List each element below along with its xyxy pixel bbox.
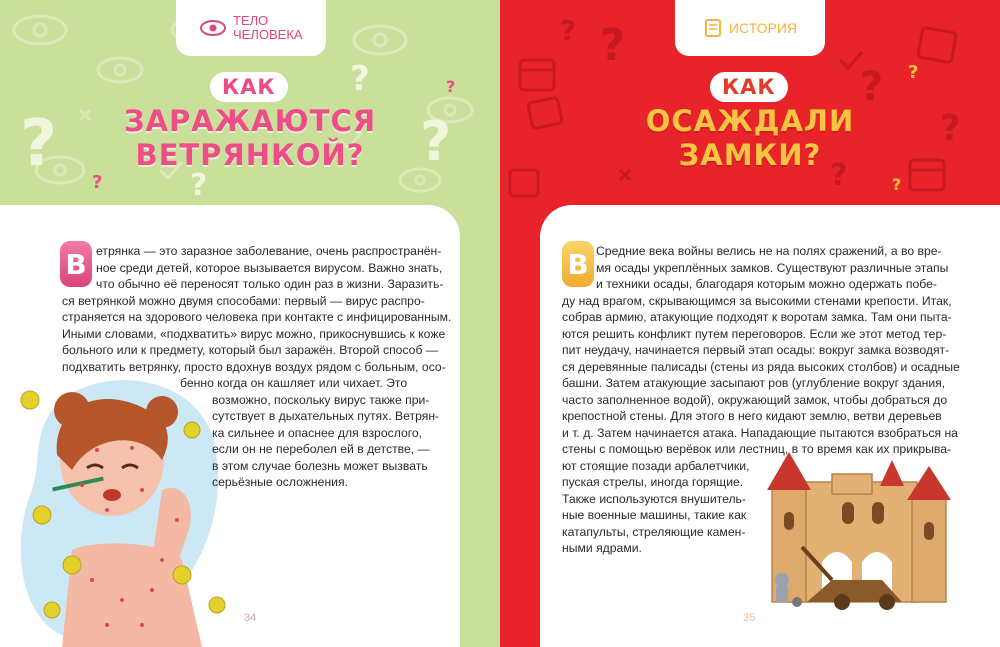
title-kak-badge: КАК (710, 72, 788, 102)
category-label: ИСТОРИЯ (728, 20, 798, 36)
body-line: в этом случае болезнь может вызвать (212, 458, 428, 473)
body-line: если он не переболел ей в детстве, — (212, 442, 430, 456)
title-line-1: ОСАЖДАЛИ (645, 104, 855, 138)
body-line: пуская стрелы, иногда горящие. (562, 475, 744, 489)
svg-text:?: ? (420, 110, 452, 173)
body-line: башни. Затем атакующие засыпают ров (углубление вокруг здания, (562, 376, 946, 390)
svg-text:?: ? (830, 158, 848, 193)
sick-girl-illustration (12, 350, 242, 647)
body-line: больного или к предмету, который был заражён. Второй способ — (62, 343, 439, 357)
title-line-1: ЗАРАЖАЮТСЯ (123, 104, 377, 138)
page-number: 34 (244, 612, 257, 624)
castle-illustration (762, 452, 957, 612)
body-line: сутствует в дыхательных путях. Ветрян- (212, 409, 440, 423)
body-line: часто заполненное водой), окружающий замок, чтобы добраться до (562, 392, 948, 407)
body-line: бенно когда он кашляет или чихает. Это (180, 376, 408, 390)
body-line: что обычно её переносят только один раз в жизни. Заразить- (96, 277, 444, 291)
svg-text:?: ? (92, 172, 103, 193)
body-line: ными ядрами. (562, 541, 642, 555)
svg-text:?: ? (892, 175, 902, 194)
body-line: ные военные машины, такие как (562, 508, 747, 522)
body-line: и т. д. Затем начинается атака. Нападающие пытаются взобраться на (562, 425, 958, 440)
body-line: ются решить конфликт путем переговоров. Если же этот метод тер- (562, 326, 947, 341)
body-line: катапульты, стреляющие камен- (562, 524, 746, 539)
body-line: стены с помощью верёвок или лестниц, в то время как их прикрыва- (562, 442, 952, 456)
page-number: 35 (743, 612, 756, 624)
right-page (500, 0, 1000, 647)
eye-icon (199, 19, 227, 37)
title-line-2: ВЕТРЯНКОЙ? (135, 138, 365, 172)
body-line: етрянка — это заразное заболевание, очень распространён- (96, 244, 442, 258)
body-line: крепостной стены. Для этого в него кидают землю, ветви деревьев (562, 409, 942, 423)
body-line: ся деревянные палисады (стены из ряда высоких столбов) и осадные (562, 359, 960, 374)
body-line: пит неудачу, начинается первый этап осады: вокруг замка возводят- (562, 343, 950, 357)
category-label: ТЕЛО ЧЕЛОВЕКА (233, 13, 303, 42)
body-line: и техники осады, благодаря которым можно одержать побе- (596, 277, 937, 291)
svg-text:?: ? (940, 108, 961, 149)
page-title (500, 104, 1000, 172)
body-line: Иными словами, «подхватить» вирус можно, прикоснувшись к коже (62, 326, 446, 341)
category-tab (675, 0, 825, 56)
page-title (0, 104, 500, 172)
drop-cap: В (60, 241, 92, 287)
body-line: собрав армию, атакующие подходят к воротам замка. Там они пыта- (562, 310, 952, 324)
drop-cap: В (562, 241, 594, 287)
svg-text:?: ? (600, 20, 626, 71)
svg-text:?: ? (190, 168, 208, 203)
svg-text:?: ? (860, 64, 884, 110)
title-kak-badge: КАК (210, 72, 288, 102)
body-line: мя осады укреплённых замков. Существуют различные этапы (596, 260, 949, 275)
body-line: страняется на здорового человека при контакте с инфицированным. (62, 310, 452, 324)
body-line: Средние века войны велись не на полях сражений, а во вре- (596, 244, 942, 258)
title-line-2: ЗАМКИ? (678, 138, 822, 172)
svg-text:?: ? (20, 107, 58, 181)
svg-text:?: ? (446, 77, 456, 96)
body-line: ду над врагом, скрывающимся за высокими стенами крепости. Итак, (562, 293, 952, 308)
body-line: подхватить ветрянку, просто вдохнув воздух рядом с больным, осо- (62, 359, 446, 374)
svg-text:?: ? (560, 14, 577, 47)
body-line: ное среди детей, которое вызывается вирусом. Важно знать, (96, 260, 443, 275)
body-line: ся ветрянкой можно двумя способами: первый — вирус распро- (62, 293, 425, 308)
body-line: возможно, поскольку вирус также при- (212, 392, 430, 407)
svg-text:?: ? (350, 59, 370, 99)
svg-text:?: ? (908, 62, 919, 83)
category-tab (176, 0, 326, 56)
body-line: Также используются внушитель- (562, 491, 746, 506)
body-line: ют стоящие позади арбалетчики, (562, 458, 750, 473)
scroll-icon (703, 18, 723, 38)
body-line: серьёзные осложнения. (212, 475, 348, 489)
body-line: ка сильнее и опаснее для взрослого, (212, 425, 423, 440)
